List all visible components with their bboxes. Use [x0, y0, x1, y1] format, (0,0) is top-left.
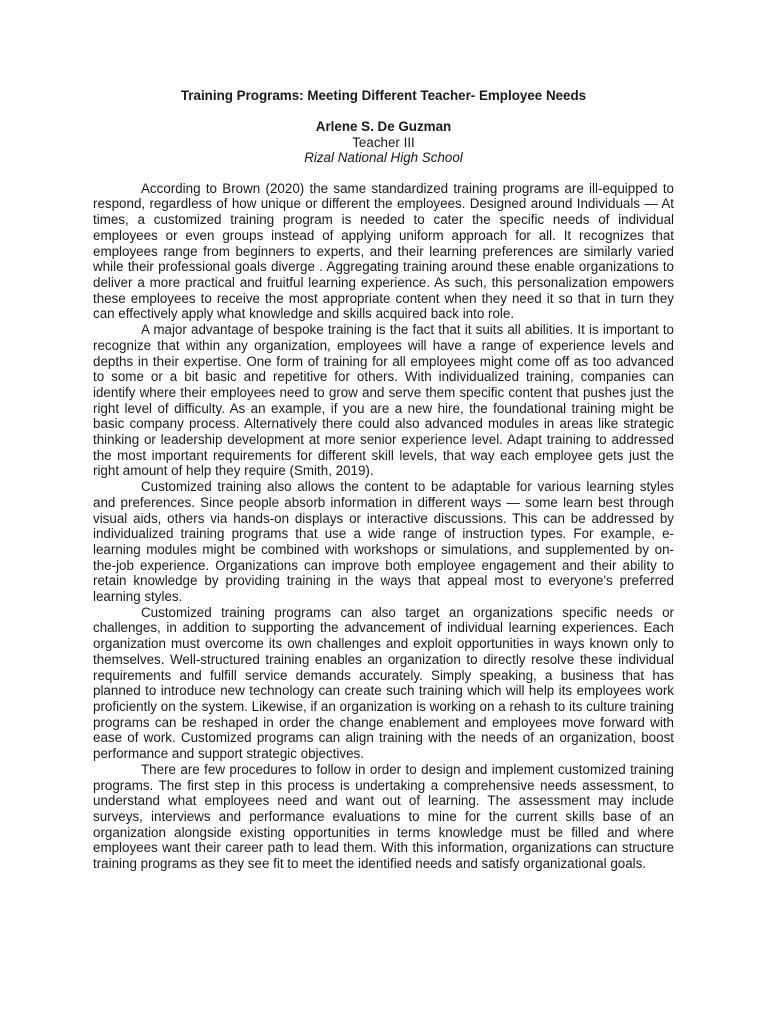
byline: [93, 119, 674, 166]
author-position: Teacher III: [352, 134, 415, 150]
paragraph: Customized training also allows the content to be adaptable for various learning styles and preferences. Since people absorb information in different ways — some learn best through visual aids, others via hands-on displays or interactive discussions. This can be addressed by individualized training programs that use a wide range of instruction types. For example, e-learning modules might be combined with workshops or simulations, and supplemented by on-the-job experience. Organizations can improve both employee engagement and their ability to retain knowledge by providing training in the ways that appeal most to everyone's preferred learning styles.: [93, 479, 674, 605]
author-school: Rizal National High School: [304, 150, 463, 166]
document-title: Training Programs: Meeting Different Teacher- Employee Needs: [180, 88, 587, 103]
paragraph: There are few procedures to follow in order to design and implement customized training programs. The first step in this process is undertaking a comprehensive needs assessment, to understand what employees need and want out of learning. The assessment may include surveys, interviews and performance evaluations to mine for the current skills base of an organization alongside existing opportunities in terms knowledge must be filled and where employees want their career path to lead them. With this information, organizations can structure training programs as they see fit to meet the identified needs and satisfy organizational goals.: [93, 761, 674, 872]
document-body: [93, 181, 674, 872]
paragraph: Customized training programs can also target an organizations specific needs or challenges, in addition to supporting the advancement of individual learning experiences. Each organization must overcome its own challenges and exploit opportunities in ways known only to themselves. Well-structured training enables an organization to directly resolve these individual requirements and fulfill service demands accurately. Simply speaking, a business that has planned to introduce new technology can create such training which will help its employees work proficiently on the system. Likewise, if an organization is working on a rehash to its culture training programs can be reshaped in order the change enablement and employees move forward with ease of work. Customized programs can align training with the needs of an organization, boost performance and support strategic objectives.: [93, 604, 674, 762]
paragraph: According to Brown (2020) the same standardized training programs are ill-equipped to respond, regardless of how unique or different the employees. Designed around Individuals — At times, a customized training program is needed to cater the specific needs of individual employees or even groups instead of applying uniform approach for all. It recognizes that employees range from beginners to experts, and their learning preferences are similarly varied while their professional goals diverge . Aggregating training around these enable organizations to deliver a more practical and fruitful learning experience. As such, this personalization empowers these employees to receive the most appropriate content when they need it so that in turn they can effectively apply what knowledge and skills acquired back into role.: [93, 180, 674, 322]
document-page: [93, 84, 674, 872]
author-name: Arlene S. De Guzman: [315, 119, 452, 134]
paragraph: A major advantage of bespoke training is the fact that it suits all abilities. It is important to recognize that within any organization, employees will have a range of experience levels and depths in their expertise. One form of training for all employees might come off as too advanced to some or a bit basic and repetitive for others. With individualized training, companies can identify where their employees need to grow and serve them specific content that pushes just the right level of difficulty. As an example, if you are a new hire, the foundational training might be basic company process. Alternatively there could also advanced modules in areas like strategic thinking or leadership development at more senior experience level. Adapt training to addressed the most important requirements for different skill levels, that way each employee gets just the right amount of help they require (Smith, 2019).: [93, 322, 674, 479]
